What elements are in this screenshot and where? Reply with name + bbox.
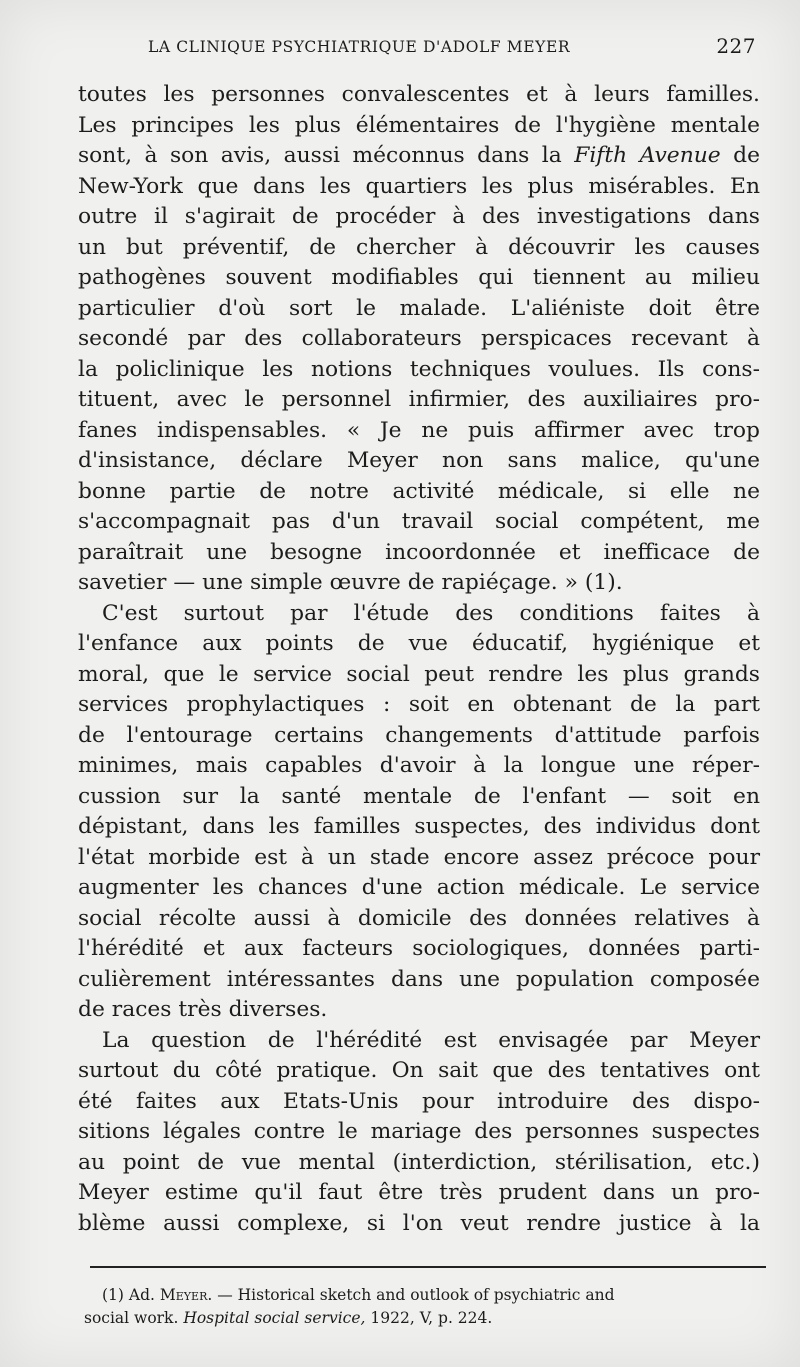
footnote-citation: 1922, V, p. 224. [370, 1309, 493, 1327]
footnote-marker: (1) Ad. [102, 1286, 155, 1304]
text-line: été faites aux Etats-Unis pour introduire des dispo- [78, 1088, 760, 1114]
text-line: de l'entourage certains changements d'attitude parfois [78, 722, 760, 748]
text-line: blème aussi complexe, si l'on veut rendre justice à la [78, 1210, 760, 1236]
text-line: toutes les personnes convalescentes et à leurs familles. [78, 82, 760, 107]
text-line: au point de vue mental (interdiction, stérilisation, etc.) [78, 1149, 760, 1175]
text-line: social récolte aussi à domicile des données relatives à [78, 905, 760, 931]
footnote-author: Meyer [159, 1286, 208, 1304]
text-line: tituent, avec le personnel infirmier, des auxiliaires pro- [78, 387, 760, 412]
footnote-line [84, 1307, 768, 1330]
text-line: dépistant, dans les familles suspectes, des individus dont [78, 814, 760, 839]
footnote-journal: Hospital social service, [183, 1309, 366, 1327]
text-line: surtout du côté pratique. On sait que des tentatives ont [78, 1058, 760, 1083]
text-line: d'insistance, déclare Meyer non sans malice, qu'une [78, 448, 760, 473]
text-line: de races très diverses. [78, 997, 328, 1022]
footnote-line [84, 1284, 768, 1307]
body-text [78, 80, 760, 1239]
text-line: un but préventif, de chercher à découvrir les causes [78, 234, 760, 260]
text-line: bonne partie de notre activité médicale, si elle ne [78, 478, 760, 504]
page-number: 227 [716, 34, 756, 58]
text-line: augmenter les chances d'une action médicale. Le service [78, 875, 760, 900]
text-line: sont, à son avis, aussi méconnus dans la Fifth Avenue de [78, 143, 761, 168]
text-line: l'enfance aux points de vue éducatif, hygiénique et [78, 631, 760, 656]
footnote-title-end: social work. [84, 1309, 179, 1327]
running-head [148, 36, 760, 60]
footnote [84, 1284, 768, 1330]
text-line: La question de l'hérédité est envisagée par Meyer [102, 1027, 760, 1053]
footnote-title: . — Historical sketch and outlook of psychiatric and [207, 1286, 615, 1304]
text-line: culièrement intéressantes dans une population composée [78, 966, 760, 992]
text-line: la policlinique les notions techniques voulues. Ils cons- [78, 356, 760, 382]
text-line: outre il s'agirait de procéder à des investigations dans [78, 204, 760, 229]
text-line: savetier — une simple œuvre de rapiéçage. » (1). [78, 570, 623, 595]
text-line: pathogènes souvent modifiables qui tiennent au milieu [78, 265, 760, 290]
text-line: particulier d'où sort le malade. L'aliéniste doit être [78, 295, 760, 321]
text-line: New-York que dans les quartiers les plus misérables. En [78, 173, 760, 199]
text-line: secondé par des collaborateurs perspicaces recevant à [78, 326, 760, 351]
text-line: C'est surtout par l'étude des conditions faites à [102, 600, 760, 626]
running-title: LA CLINIQUE PSYCHIATRIQUE D'ADOLF MEYER [148, 38, 571, 56]
text-line: fanes indispensables. « Je ne puis affirmer avec trop [78, 417, 760, 443]
text-line: Meyer estime qu'il faut être très prudent dans un pro- [78, 1180, 760, 1205]
emphasis-text: Fifth Avenue [574, 143, 721, 168]
text-line: minimes, mais capables d'avoir à la longue une réper- [78, 753, 760, 778]
text-line: l'état morbide est à un stade encore assez précoce pour [78, 844, 760, 870]
text-line: cussion sur la santé mentale de l'enfant — soit en [78, 783, 760, 809]
footnote-divider [90, 1266, 766, 1268]
text-line: paraîtrait une besogne incoordonnée et inefficace de [78, 539, 760, 565]
text-line: s'accompagnait pas d'un travail social compétent, me [78, 509, 760, 534]
text-line: services prophylactiques : soit en obtenant de la part [78, 692, 760, 717]
text-line: moral, que le service social peut rendre les plus grands [78, 661, 760, 687]
text-line: sitions légales contre le mariage des personnes suspectes [78, 1119, 760, 1144]
text-line: Les principes les plus élémentaires de l'hygiène mentale [78, 112, 760, 138]
text-line: l'hérédité et aux facteurs sociologiques, données parti- [78, 936, 760, 961]
